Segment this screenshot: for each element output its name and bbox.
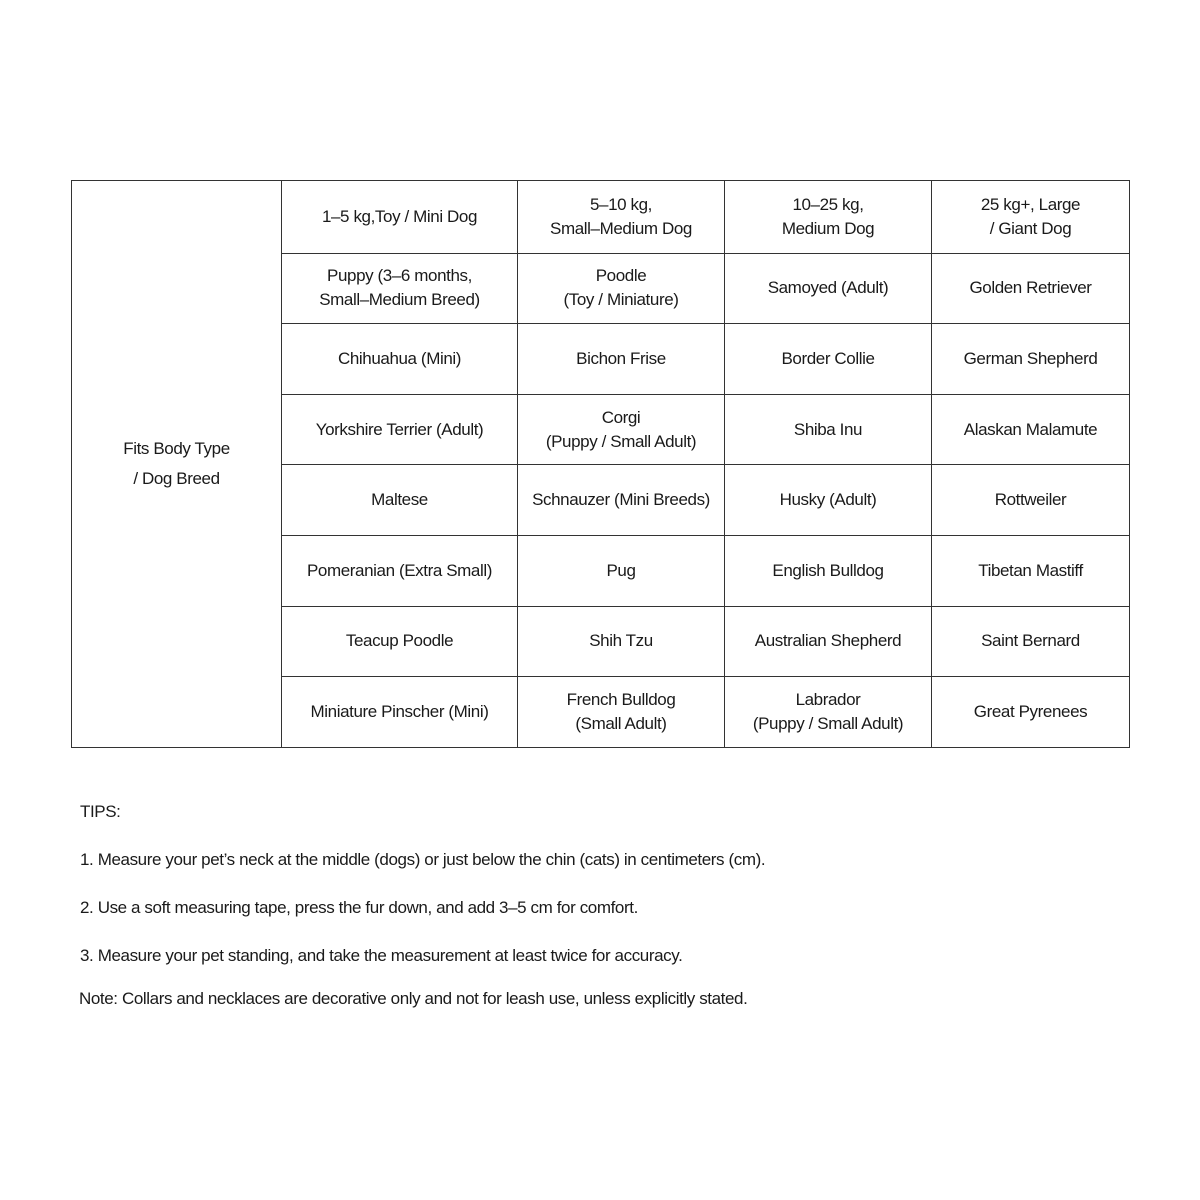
- breed-cell: Samoyed (Adult): [725, 253, 932, 324]
- breed-cell: Alaskan Malamute: [932, 394, 1130, 465]
- breed-cell: Bichon Frise: [518, 324, 725, 395]
- breed-cell: Border Collie: [725, 324, 932, 395]
- breed-cell: Golden Retriever: [932, 253, 1130, 324]
- row-label-cell: Fits Body Type / Dog Breed: [72, 181, 282, 748]
- breed-cell: Poodle (Toy / Miniature): [518, 253, 725, 324]
- breed-cell: Chihuahua (Mini): [282, 324, 518, 395]
- weight-header-row: [72, 181, 1130, 254]
- breed-cell: Pug: [518, 536, 725, 607]
- breed-cell: Great Pyrenees: [932, 677, 1130, 748]
- breed-cell: Corgi (Puppy / Small Adult): [518, 394, 725, 465]
- breed-cell: Miniature Pinscher (Mini): [282, 677, 518, 748]
- column-header: 1–5 kg,Toy / Mini Dog: [282, 181, 518, 254]
- breed-cell: Saint Bernard: [932, 606, 1130, 677]
- tip-item: 2. Use a soft measuring tape, press the fur down, and add 3–5 cm for comfort.: [80, 898, 638, 917]
- column-header: 5–10 kg, Small–Medium Dog: [518, 181, 725, 254]
- column-header: 25 kg+, Large / Giant Dog: [932, 181, 1130, 254]
- breed-cell: Labrador (Puppy / Small Adult): [725, 677, 932, 748]
- breed-cell: Tibetan Mastiff: [932, 536, 1130, 607]
- breed-cell: Teacup Poodle: [282, 606, 518, 677]
- column-header: 10–25 kg, Medium Dog: [725, 181, 932, 254]
- breed-cell: Maltese: [282, 465, 518, 536]
- breed-cell: Shiba Inu: [725, 394, 932, 465]
- disclaimer-note: Note: Collars and necklaces are decorative only and not for leash use, unless explicitly stated.: [79, 989, 748, 1008]
- breed-cell: German Shepherd: [932, 324, 1130, 395]
- breed-cell: English Bulldog: [725, 536, 932, 607]
- breed-cell: Shih Tzu: [518, 606, 725, 677]
- breed-cell: Australian Shepherd: [725, 606, 932, 677]
- breed-cell: Husky (Adult): [725, 465, 932, 536]
- breed-cell: French Bulldog (Small Adult): [518, 677, 725, 748]
- size-chart-table: [71, 180, 1130, 748]
- tip-item: 3. Measure your pet standing, and take the measurement at least twice for accuracy.: [80, 946, 683, 965]
- tips-heading: TIPS:: [80, 802, 121, 821]
- breed-cell: Rottweiler: [932, 465, 1130, 536]
- tip-item: 1. Measure your pet’s neck at the middle (dogs) or just below the chin (cats) in centimeters (cm).: [80, 850, 766, 869]
- breed-cell: Puppy (3–6 months, Small–Medium Breed): [282, 253, 518, 324]
- breed-cell: Schnauzer (Mini Breeds): [518, 465, 725, 536]
- breed-cell: Yorkshire Terrier (Adult): [282, 394, 518, 465]
- breed-cell: Pomeranian (Extra Small): [282, 536, 518, 607]
